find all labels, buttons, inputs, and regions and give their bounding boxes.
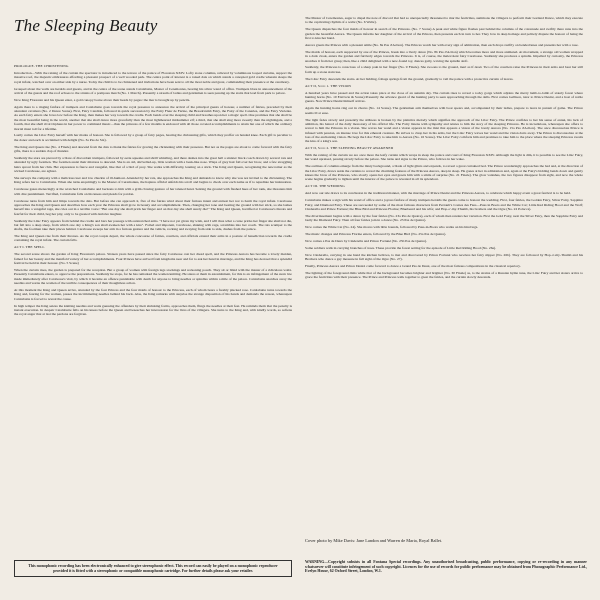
paragraph: Now comes the White Cat (No. 24). She moves with little bounds, followed by Puss-in-Boots who walks on his hind legs. <box>305 225 479 230</box>
paragraph: Now Cinderella, carrying in one hand the kitchen bellows, is met and discovered by Prince Fortuné who receives her fairy slipper (No. 26b). They are followed by Hop-o'-my-Thumb and his Brothers who dance a gay measure in full sight of the Ogre (No. 27). <box>305 252 583 262</box>
paragraph: Suddenly the stars are pierced by a blare of discordant trumpets, followed by eerie squeaks and shrill whistling, and there dashes into the great hall a sinister black coach drawn by several rats and attended by ugly footmen. The footmen assist their mistress to descend. She is an old, shrivelled-up, little woman with a beak-like nose. Wisps of grey hair fall over her brow, and a few straggling hairs sprout from her chin. Her expression is fierce and vengeful, like that of a bird of prey. She walks with difficulty, leaning on a stick. The King and Queen, recognising the newcomer as the wicked Carabosse, are aghast. <box>14 156 292 174</box>
paragraph: The light fades slowly and presently the stillness is broken by the plaintive melody which signifies the approach of the Lilac Fairy. The Prince confides to her his sense of ennui, his lack of ambition, his hatred of the daily monotony of his official life. The Fairy listens with sympathy and relates to him the story of the sleeping Princess. He is incredulous, whereupon she offers to reveal to him the Princess in a vision. She waves her wand and a vision appears in the mist that appears a vision of the lovely Aurora (No. 15a Pas d'Action). The once disconsolate Prince is infused with passion, an intense love for this ethereal creature. He strives to clasp her in his arms, but the Lilac Fairy waves her wand and the vision darts away. The Prince is disconsolate at the loss of the enchanting vision. He begs the Lilac Fairy to take him to Aurora (No. 16 Scene). The Lilac Fairy comforts him and promises to take him to the place where the sleeping Princess awaits the kiss of a king's son. <box>305 117 583 144</box>
paragraph: When the curtain rises, the garden is prepared for the reception. But a group of women with foreign legs stockings and reckoning pouch. They sit or blind with the master of a ridiculous waltz. Presently Catalabutte enters, to approve the preparations. Suddenly he stops, for he has remarked the women knitting. He stares at them in astonishment, for this is an infringement of the stern law made immediately after Carabosse's visit, by which it became an offence punishable with death for anyone to bring needles or spindles within a mile of the palace. Catalabutte snatches away the needles and warns the women of the terrible consequences of their thoughtless action. <box>14 267 292 285</box>
paragraph: Again there is a ringing fanfare of trumpets and Catalabutte goes towards the royal presence to announce the arrival of the principal guests of honour, a number of fairies, preceded by their attendant cavaliers (No. 2 Dance Scene). First, Fairy Candide, followed in quick succession by the Fairy Fleur de Farine, the Breadcrumb Fairy, the Fairy of the Canaries, and the Fairy Violente. As each fairy enters she bows low before the King, then makes her way towards the cradle. Each bends over the sleeping child and breathes upon her a magic spell. One promises that she shall be the most beautiful being in the world, another that she shall dance more gracefully than the most lighthearted midsummer elf; a third, that she shall sing more sweetly than the nightingale, and a fourth, that she shall rival Orpheus in her power to command music—thus the princess of a few months is endowed with all those coveted accomplishments to attain but one of which the ordinary mortal must toil for a lifetime. <box>14 104 292 131</box>
paragraph: The Queen dispatches the four maids of honour in search of the Princess. (No. 7 Scene) A peak and white figure flashes past behind the columns of the colonnade and swiftly there runs into the garden the beautiful Aurora. The Queen informs her daughter of the arrival of the Princes, then presents each in turn to her. They bow in deep homage and politely dispute the honour of being the first to kiss her hand. <box>305 27 583 40</box>
paragraph: Catalabutte makes a sign with his wand of office and a joyous fanfare of many trumpets heralds the guests come to honour the wedding. First, four fairies, the Golden Fairy, Silver Fairy, Sapphire Fairy, and Diamond Fairy. These are succeeded by some of the most famous characters from Perrault's Contes des Fées—Puss in Boots and the White Cat; Little Red Riding Hood and the Wolf; Cinderella and Prince Fortuné; the Blue Bird and Princess Florine; Bluebeard and his wife; and Hop-o'-my-Thumb, his brothers and the Ogre (No. 22 Polacca). <box>305 198 583 211</box>
paragraph: With the raising of the curtain we are once more the leafy curtain which wraps in sleep the palace and court of King Florestan XXIV. Although the light is dim, it is possible to see the Lilac Fairy, her wand upraised, passing slowly before the palace. She turns and signs to the Prince, who follows in her wake. <box>305 153 583 162</box>
left-column <box>14 64 292 319</box>
paragraph: Now King Florestan and his Queen enter, a gold canopy borne above their heads by pages: the mar is brought up by pencils. <box>14 97 191 102</box>
section-heading: ACT III. THE WEDDING <box>305 184 345 189</box>
monophonic-note-box: This monophonic recording has been electronically enhanced to give stereophonic effect. This record can easily be played on a monophonic reproducer provided it is fitted with a stereophonic or compatible monophonic cartridge. For further details please ask your retailer. <box>14 560 292 577</box>
paragraph: Grouped about the walls are heralds and guests, and in the centre of the scene stands Catalabutte, Master of Ceremonies, bearing his silver wand of office. Trumpets blare in announcement of the arrival of the guests and the roof echoes to the strains of a pompous march (No. 1 March). Presently a stream of ladies and gentlemen is seen passing up the stairs that lead from park to palace. <box>14 86 292 95</box>
paragraph: The music changes and Princess Florine enters, followed by the Blue Bird (No. 25a Pas de Quatre). <box>305 232 447 237</box>
paragraph: The King and Queen rise from their thrones. As the royal couple depart, the whole concourse of fairies, courtiers, and officials extend their arms in a posture of benediction towards the cradle containing the royal infant. The curtain falls. <box>14 234 292 243</box>
paragraph: Again the hunting horns ring out in chorus (No. 14 Scene). The gentlemen arm themselves with boar spears and, accompanied by their ladies, prepare to leave in pursuit of game. The Prince seems ill at ease. <box>305 106 583 115</box>
paragraph: A hundred years have passed and the action takes place at the close of an autumn day. The curtain rises to reveal a rocky gorge which adjoins the merry lamb-to-lamb of stately forest where hunting horns (No. 10 Entr'acte & Scene) Presently the advance guard of the hunting party is seen approaching through the dells. First comes Gallison, tutor to Prince Desiré, and a host of noble guests. Now Prince Desiré himself arrives. <box>305 90 583 104</box>
paragraph: Suddenly, the Princess is conscious of a sharp pain in her finger (No. 9 Finale). She swoons to the ground, inert as if dead. Two of the courtiers raise the Princess in their arms and bear her still form up a stone staircase. <box>305 65 583 74</box>
paragraph: Lastly comes the Lilac Fairy herself with her marks of honour. She is followed by a group of fairy pages, bearing the christening gifts, which they proffer on bended knee. Each gift is peculiar to the donor and each is acclaimed with delight (No. 3a Pas de Six). <box>14 133 292 142</box>
paragraph: The Lilac Fairy descends the stairs. At her bidding, foliage springs from the ground, gradually to veil the palace with a protective curtain of leaves. <box>305 76 514 81</box>
right-column <box>305 16 583 282</box>
paragraph: Now comes a Pas de Deux by Cinderella and Prince Fortuné (No. 25b Pas de Quatre). <box>305 239 428 244</box>
section-heading: ACT II, Scene 2. THE SLEEPING BEAUTY AWAKENED <box>305 146 394 151</box>
paragraph: The King and Queen rise (No. 4 Finale) and descend from the dais to thank the fairies for gracing the christening with their presence. But not as the pages are about to come forward with the fairy gifts, there is a sudden clap of thunder. <box>14 144 292 154</box>
paragraph: Suddenly the Lilac Fairy appears from behind the cradle and bars her passage with outstretched arms. "I have not yet given my wish, and I will thus what a curse pricks her finger she shall not die, but fall into a deep sleep, from which one day a King's son shall awaken her with a kiss". Foiled and impotent, Carabosse, shaking with rage, scrambles into her coach. The rats scamper to the shafts, the footmen take their places behind. Carabosse sweeps her arm in a furious gesture and the vehicle, rocking and swaying from side to side, dashes from the palace. <box>14 218 292 232</box>
section-heading: PROLOGUE. THE CHRISTENING <box>14 64 69 68</box>
paragraph: Finally, Princess Aurora and Prince Desiré come forward to dance a Grand Pas de Deux, one of the most famous compositions in the classical repertory. <box>305 264 521 269</box>
paragraph: The Master of Ceremonies, eager to dispel the note of discord that had so unexpectedly threatened to mar the festivities, summons the villagers to perform their Garland Dance, which they execute to the captivating rhythm of a waltz (No. 6 Waltz). <box>305 16 583 25</box>
copyright-warning: WARNING—Copyright subsists in all Fontana Special recordings. Any unauthorised broadcasting, public performance, copying or re-recording in any manner whatsoever will constitute infringement of such copyright. Licences for the use of records for public performance may be obtained from Phonographic Performance Ltd., Evelyn House, 62 Oxford Street, London, W.1. <box>305 560 587 574</box>
paragraph: The maids of honour, each supported by one of the Princes, break into a lively dance (No. 8b Pas d'Action) which becomes more and more animated. At movement, a strange old woman wrapped in a dark cloak, enters the garden and furtively edges towards the Princess. It is, of course, the malevolent fairy Carabosse. Suddenly she produces a spindle. Impelled by curiosity, the Princess snatches it from her grasp; then, like a child delighted with a new-found toy, dances gaily, waving the spindle aloft. <box>305 49 583 63</box>
page-title: The Sleeping Beauty <box>14 16 158 35</box>
paragraph: The outlines of columns emerge from the misty background, a blade of light glints and expands, to reveal a great curtained bed. The Prince wonderingly approaches the bed and, at the direction of the Lilac Fairy, draws aside the curtains to reveal the charming features of the Princess Aurora, deep in sleep. He gazes at her in admiration and, again at the Fairy's bidding bends down and gently kisses the brow of the Princess, who slowly opens her eyes and greets him with a smile of surprise (No. 21 Finale). The glow vanishes, the two figures disappear from sight, and now the whole scene begins gradually to lighten until the interior of the palace is revealed in all its splendour. <box>305 164 583 182</box>
paragraph: Aurora greets the Princes with a pleasant smile (No. 8a Pas d'Action). The Princes watch her with every sign of admiration, then each drops swiftly on bended knee and presents her with a rose. <box>305 42 579 47</box>
paragraph: Carabosse gazes menacingly at the wretched Catalabutte and beckons to him with a grim clawing gesture of her talened hand. Seizing the ground with fleshed hues of her rank, she threatens him with dire punishment. Terrified, Catalabutte falls on his knees and pleads for pardon. <box>14 187 292 196</box>
paragraph: The divertissement begins with a dance by the four fairies (No. 23a Pas de Quatre), each of whom then renders her variation. First the Gold Fairy, next the Silver Fairy, then the Sapphire Fairy and lastly the Diamond Fairy. Then all four fairies join in a dance (No. 23 Pas de Quatre). <box>305 213 583 223</box>
paragraph: And now our tale draws to its conclusion in the traditional manner, with the marriage of Prince Desiré and the Princess Aurora, to celebrate which happy event a great festival is to be held. <box>305 191 571 196</box>
section-heading: ACT II, Scene 1. THE VISION <box>305 83 352 88</box>
paragraph: In high temper the King seizes the knitting needles and waits guessing the offenders by their shrinking forms, approaches them, flings the needles at their feet. He reminds them that the penalty is instant execution. In despair Catalabutte falls on his knees before the Queen and beseeches her intercession for the lives of the villagers. She turns to the King and, with kindly words, so softens the royal anger that at last the pardons are forgiven. <box>14 303 292 317</box>
paragraph: The lighting of the foreground dims while that of the background becomes brighter and brighter (No. 30 Finale) as, to the strains of a Russian hymn tune, the Lilac Fairy and her sisters arrive to grace the festivities with their presence. The Prince and Princess walk together to greet the fairies, and the curtain slowly descends. <box>305 271 583 280</box>
paragraph: Some soldiers walk in carrying branches of trees. These provide the forest setting for the episode of Little Red Riding Hood (No. 26a). <box>305 245 497 250</box>
paragraph: The second scene shows the garden of King Florestan's palace. Sixteen years have passed since the fairy Carabosse cast her dread spell, and the Princess Aurora has become a lovely maiden, famed for her beauty and the manifold variety of her accomplishments. Four Princes have arrived from kingdoms near and far to ask her hand in marriage, and the King has decreed that a splendid festival be held in their honour. (No. 5 Scene) <box>14 252 292 266</box>
cover-photo-credit: Cover photo by Mike Davis: Jane Landon and Warren de Maria, Royal Ballet. <box>305 538 443 543</box>
section-heading: ACT I. THE SPELL <box>14 245 45 250</box>
paragraph: At this moment the King and Queen arrive, attended by the four Princes and the four maids of honour to the Princess, each of whom bears a freshly plucked rose. Catalabutte turns towards the King and, fearing for the women, passes the incriminating needles behind his back. Alas, the King remarks with surprise the strange disposition of his hands and demands the reason, whereupon Catalabutte is forced to reveal the cause. <box>14 287 292 301</box>
paragraph: She surveys the company with a malicious leer and low chuckle of ill-humour. Attended by her rats, she approaches the King and demands to know why she was not invited to the christening. The King refers her to Catalabutte. When she turns enquiringly to the Master of Ceremonies, the hapless official unfolds his scroll and begins to check over each name as if to repudiate her insinuation. <box>14 175 292 185</box>
paragraph: Introduction—With the raising of the curtain the spectator is introduced to the terrace of the palace of Florestan XXIV. Lofty stone columns, relieved by voluminous looped curtains, support the massive roof, the majestic embrasures affording a pleasant prospect of a well wooded park. The centre point of interest is a raised dais on which stands a canopied gold cradle wherein sleeps the royal infant, watched over on either side by a nurse. Today the child is to be christened and invitations have been sent to all the most noble and great, commanding their presence at the ceremony. <box>14 70 292 84</box>
paragraph: Carabosse turns from him and limps towards the dais. But before she can approach it, five of the fairies wind about their furious intent and entreat her not to harm the royal infant. Carabosse approaches the King and Queen and describes how each year the Princess shall grow in beauty and accomplishment. Then, changing her tone and beating the ground with her stick, so she lashes herself into a vengeful rage, she cries out in a terrible voice: "But one day she shall prick her finger and on that day she shall surely die!" The King and Queen, horrified at Carabosse's threats and fearful for their child, beg her pity, only to be greeted with derisive laughter. <box>14 198 292 216</box>
